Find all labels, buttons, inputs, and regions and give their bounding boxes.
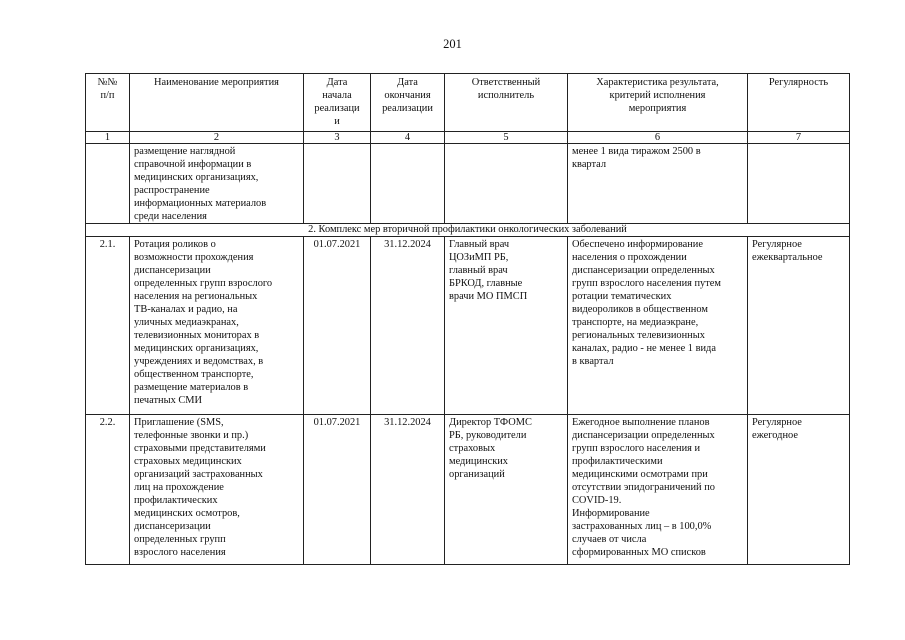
header-number: №№ п/п: [86, 74, 130, 132]
responsible-cell: [445, 144, 568, 224]
result-cell: Обеспечено информирование населения о прохождении диспансеризации определенных групп взрослого населения путем ротации тематических видеороликов в общественном транспорте, на медиаэкране, региональных телевизионных каналах, радио - не менее 1 вида в квартал: [568, 237, 748, 415]
page-number: 201: [443, 37, 462, 51]
section-title: 2. Комплекс мер вторичной профилактики онкологических заболеваний: [86, 224, 850, 237]
row-number-cell: [86, 144, 130, 224]
regularity-cell: Регулярное ежегодное: [748, 415, 850, 565]
header-end-date: Дата окончания реализации: [371, 74, 445, 132]
end-date-cell: 31.12.2024: [371, 415, 445, 565]
end-date-cell: 31.12.2024: [371, 237, 445, 415]
responsible-cell: Директор ТФОМС РБ, руководители страховых медицинских организаций: [445, 415, 568, 565]
row-number-cell: 2.2.: [86, 415, 130, 565]
header-row: [86, 74, 850, 132]
regularity-cell: Регулярное ежеквартальное: [748, 237, 850, 415]
column-number: 3: [304, 132, 371, 144]
start-date-cell: 01.07.2021: [304, 237, 371, 415]
header-result: Характеристика результата, критерий исполнения мероприятия: [568, 74, 748, 132]
regularity-cell: [748, 144, 850, 224]
column-number: 7: [748, 132, 850, 144]
activity-name-cell: Ротация роликов о возможности прохождения диспансеризации определенных групп взрослого населения на региональных ТВ-каналах и радио, на уличных медиаэкранах, телевизионных мониторах в медицинских организациях, учреждениях и ведомствах, в общественном транспорте, размещение материалов в печатных СМИ: [130, 237, 304, 415]
section-row: [86, 224, 850, 237]
header-activity-name: Наименование мероприятия: [130, 74, 304, 132]
column-number: 4: [371, 132, 445, 144]
table-row: [86, 144, 850, 224]
header-start-date: Дата начала реализаци и: [304, 74, 371, 132]
table-row: [86, 237, 850, 415]
header-responsible: Ответственный исполнитель: [445, 74, 568, 132]
activity-name-cell: Приглашение (SMS, телефонные звонки и пр.) страховыми представителями страховых медицинских организаций застрахованных лиц на прохождение профилактических медицинских осмотров, диспансеризации определенных групп взрослого населения: [130, 415, 304, 565]
header-regularity: Регулярность: [748, 74, 850, 132]
start-date-cell: 01.07.2021: [304, 415, 371, 565]
table-row: [86, 415, 850, 565]
start-date-cell: [304, 144, 371, 224]
row-number-cell: 2.1.: [86, 237, 130, 415]
result-cell: менее 1 вида тиражом 2500 в квартал: [568, 144, 748, 224]
result-cell: Ежегодное выполнение планов диспансеризации определенных групп взрослого населения и профилактическими медицинскими осмотрами при отсутствии эпидограничений по COVID-19. Информирование застрахованных лиц – в 100,0% случаев от числа сформированных МО списков: [568, 415, 748, 565]
end-date-cell: [371, 144, 445, 224]
activity-name-cell: размещение наглядной справочной информации в медицинских организациях, распространение информационных материалов среди населения: [130, 144, 304, 224]
activities-table: [85, 73, 850, 565]
column-number: 1: [86, 132, 130, 144]
column-number: 2: [130, 132, 304, 144]
column-number-row: [86, 132, 850, 144]
column-number: 6: [568, 132, 748, 144]
responsible-cell: Главный врач ЦОЗиМП РБ, главный врач БРКОД, главные врачи МО ПМСП: [445, 237, 568, 415]
column-number: 5: [445, 132, 568, 144]
